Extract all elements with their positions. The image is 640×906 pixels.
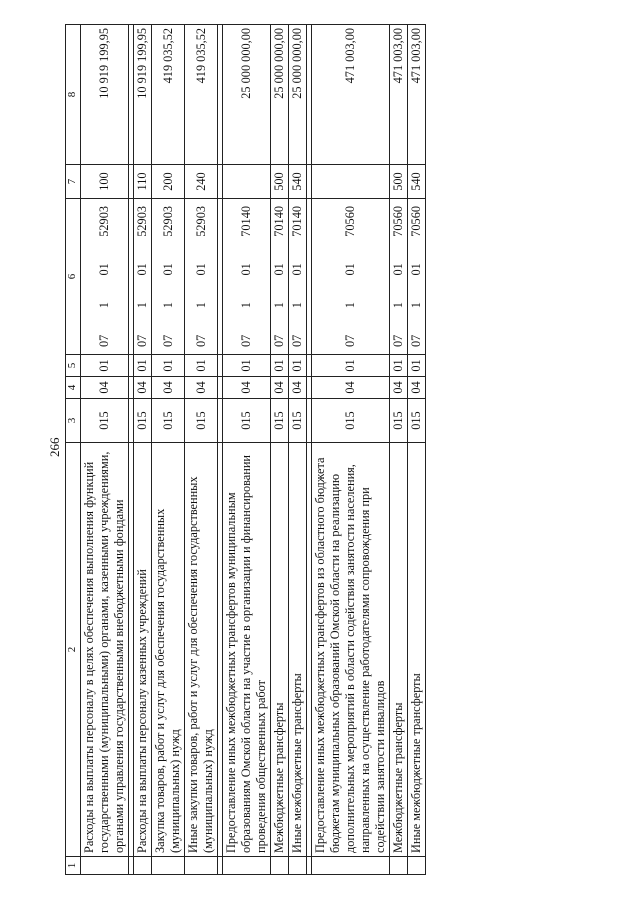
row-c8: 10 919 199,95 bbox=[134, 25, 152, 165]
target-code-part: 01 bbox=[272, 263, 286, 276]
target-code-part: 01 bbox=[135, 263, 149, 276]
target-code-part: 52903 bbox=[135, 206, 149, 237]
rotated-page bbox=[65, 25, 583, 875]
row-c3: 015 bbox=[408, 399, 426, 443]
row-c7 bbox=[223, 165, 271, 199]
row-c5: 01 bbox=[81, 355, 129, 377]
header-cell: 5 bbox=[66, 355, 81, 377]
target-code-cell bbox=[81, 199, 129, 355]
row-c3: 015 bbox=[390, 399, 408, 443]
row-c3: 015 bbox=[223, 399, 271, 443]
row-c4: 04 bbox=[408, 377, 426, 399]
target-code-part: 1 bbox=[239, 302, 253, 309]
row-index-cell bbox=[390, 857, 408, 875]
target-code-part: 52903 bbox=[193, 206, 208, 237]
target-code-part: 07 bbox=[391, 334, 405, 347]
row-c3: 015 bbox=[152, 399, 185, 443]
row-c5: 01 bbox=[312, 355, 390, 377]
target-code-part: 70140 bbox=[239, 206, 253, 237]
table-row bbox=[185, 25, 218, 875]
row-description: Предоставление иных межбюджетных трансфертов из областного бюджета бюджетам муниципальных образований Омской области на реализацию дополнительных мероприятий в области содействия занятости населения, направленных на осуществление работодателями сопровождения при содействии занятости инвалидов bbox=[312, 443, 390, 857]
header-cell: 8 bbox=[66, 25, 81, 165]
target-code-part: 07 bbox=[135, 334, 149, 347]
target-code-part: 01 bbox=[290, 263, 304, 276]
row-index-cell bbox=[312, 857, 390, 875]
header-cell: 7 bbox=[66, 165, 81, 199]
target-code-part: 70140 bbox=[290, 206, 304, 237]
table-row bbox=[134, 25, 152, 875]
row-index-cell bbox=[271, 857, 289, 875]
row-c4: 04 bbox=[223, 377, 271, 399]
row-c8: 471 003,00 bbox=[390, 25, 408, 165]
target-code-part: 70560 bbox=[391, 206, 405, 237]
target-code-part: 07 bbox=[272, 334, 286, 347]
budget-table bbox=[65, 24, 426, 875]
row-c7: 540 bbox=[408, 165, 426, 199]
row-c7: 240 bbox=[185, 165, 218, 199]
row-description: Межбюджетные трансферты bbox=[390, 443, 408, 857]
target-code-part: 07 bbox=[97, 334, 111, 347]
target-code-part: 01 bbox=[239, 263, 253, 276]
row-index-cell bbox=[223, 857, 271, 875]
row-c3: 015 bbox=[289, 399, 307, 443]
header-cell: 1 bbox=[66, 857, 81, 875]
target-code-part: 70560 bbox=[343, 206, 357, 237]
target-code-part: 1 bbox=[135, 302, 149, 309]
row-c3: 015 bbox=[271, 399, 289, 443]
row-c5: 01 bbox=[152, 355, 185, 377]
row-description: Иные межбюджетные трансферты bbox=[408, 443, 426, 857]
row-c3: 015 bbox=[81, 399, 129, 443]
target-code-part: 01 bbox=[97, 263, 111, 276]
row-c7: 200 bbox=[152, 165, 185, 199]
row-c7 bbox=[312, 165, 390, 199]
header-cell: 2 bbox=[66, 443, 81, 857]
row-c8: 25 000 000,00 bbox=[289, 25, 307, 165]
target-code-part: 01 bbox=[391, 263, 405, 276]
target-code-cell bbox=[134, 199, 152, 355]
row-description: Межбюджетные трансферты bbox=[271, 443, 289, 857]
target-code-part: 52903 bbox=[160, 206, 175, 237]
row-description: Иные закупки товаров, работ и услуг для обеспечения государственных (муниципальных) нужд bbox=[185, 443, 218, 857]
row-c4: 04 bbox=[185, 377, 218, 399]
target-code-part: 1 bbox=[160, 302, 175, 309]
row-c5: 01 bbox=[408, 355, 426, 377]
target-code-part: 07 bbox=[290, 334, 304, 347]
target-code-part: 07 bbox=[409, 334, 423, 347]
target-code-part: 1 bbox=[272, 302, 286, 309]
row-description: Предоставление иных межбюджетных трансфертов муниципальным образованиям Омской области на участие в организации и финансировании проведения общественных работ bbox=[223, 443, 271, 857]
row-c5: 01 bbox=[271, 355, 289, 377]
target-code-part: 1 bbox=[97, 302, 111, 309]
row-c7: 540 bbox=[289, 165, 307, 199]
target-code-part: 07 bbox=[193, 334, 208, 347]
target-code-part: 1 bbox=[409, 302, 423, 309]
row-c4: 04 bbox=[289, 377, 307, 399]
table-row bbox=[390, 25, 408, 875]
row-index-cell bbox=[185, 857, 218, 875]
table-header-row bbox=[66, 25, 81, 875]
target-code-part: 52903 bbox=[97, 206, 111, 237]
row-description: Расходы на выплаты персоналу в целях обеспечения выполнения функций государственными (муниципальными) органами, казенными учреждениями, органами управления государственными внебюджетными фондами bbox=[81, 443, 129, 857]
row-c8: 419 035,52 bbox=[152, 25, 185, 165]
table-row bbox=[223, 25, 271, 875]
row-c3: 015 bbox=[312, 399, 390, 443]
row-c7: 500 bbox=[390, 165, 408, 199]
target-code-cell bbox=[289, 199, 307, 355]
table-row bbox=[289, 25, 307, 875]
row-c7: 110 bbox=[134, 165, 152, 199]
row-c8: 10 919 199,95 bbox=[81, 25, 129, 165]
target-code-part: 01 bbox=[343, 263, 357, 276]
header-cell: 3 bbox=[66, 399, 81, 443]
row-index-cell bbox=[289, 857, 307, 875]
page-number: 266 bbox=[47, 437, 62, 457]
target-code-part: 1 bbox=[193, 302, 208, 309]
row-c4: 04 bbox=[271, 377, 289, 399]
table-row bbox=[408, 25, 426, 875]
target-code-part: 07 bbox=[160, 334, 175, 347]
row-c5: 01 bbox=[185, 355, 218, 377]
row-c5: 01 bbox=[134, 355, 152, 377]
row-index-cell bbox=[134, 857, 152, 875]
row-c8: 25 000 000,00 bbox=[271, 25, 289, 165]
row-description: Иные межбюджетные трансферты bbox=[289, 443, 307, 857]
target-code-part: 1 bbox=[290, 302, 304, 309]
table-row bbox=[271, 25, 289, 875]
target-code-part: 01 bbox=[409, 263, 423, 276]
target-code-cell bbox=[408, 199, 426, 355]
row-description: Расходы на выплаты персоналу казенных учреждений bbox=[134, 443, 152, 857]
target-code-part: 07 bbox=[239, 334, 253, 347]
row-c3: 015 bbox=[185, 399, 218, 443]
row-c7: 500 bbox=[271, 165, 289, 199]
table-row bbox=[312, 25, 390, 875]
target-code-part: 01 bbox=[160, 263, 175, 276]
row-index-cell bbox=[408, 857, 426, 875]
target-code-cell bbox=[271, 199, 289, 355]
header-cell: 6 bbox=[66, 199, 81, 355]
row-c5: 01 bbox=[223, 355, 271, 377]
row-c8: 471 003,00 bbox=[408, 25, 426, 165]
target-code-cell bbox=[185, 199, 218, 355]
row-c3: 015 bbox=[134, 399, 152, 443]
table-row bbox=[81, 25, 129, 875]
row-index-cell bbox=[81, 857, 129, 875]
row-c4: 04 bbox=[312, 377, 390, 399]
row-c7: 100 bbox=[81, 165, 129, 199]
target-code-cell bbox=[390, 199, 408, 355]
header-cell: 4 bbox=[66, 377, 81, 399]
row-c4: 04 bbox=[81, 377, 129, 399]
target-code-cell bbox=[223, 199, 271, 355]
row-c5: 01 bbox=[289, 355, 307, 377]
row-c4: 04 bbox=[134, 377, 152, 399]
row-c4: 04 bbox=[152, 377, 185, 399]
row-c8: 471 003,00 bbox=[312, 25, 390, 165]
row-c4: 04 bbox=[390, 377, 408, 399]
target-code-part: 1 bbox=[343, 302, 357, 309]
row-index-cell bbox=[152, 857, 185, 875]
target-code-cell bbox=[152, 199, 185, 355]
row-c8: 25 000 000,00 bbox=[223, 25, 271, 165]
target-code-part: 70140 bbox=[272, 206, 286, 237]
target-code-part: 07 bbox=[343, 334, 357, 347]
row-description: Закупка товаров, работ и услуг для обеспечения государственных (муниципальных) нужд bbox=[152, 443, 185, 857]
table-row bbox=[152, 25, 185, 875]
target-code-part: 70560 bbox=[409, 206, 423, 237]
target-code-cell bbox=[312, 199, 390, 355]
row-c8: 419 035,52 bbox=[185, 25, 218, 165]
target-code-part: 01 bbox=[193, 263, 208, 276]
target-code-part: 1 bbox=[391, 302, 405, 309]
row-c5: 01 bbox=[390, 355, 408, 377]
